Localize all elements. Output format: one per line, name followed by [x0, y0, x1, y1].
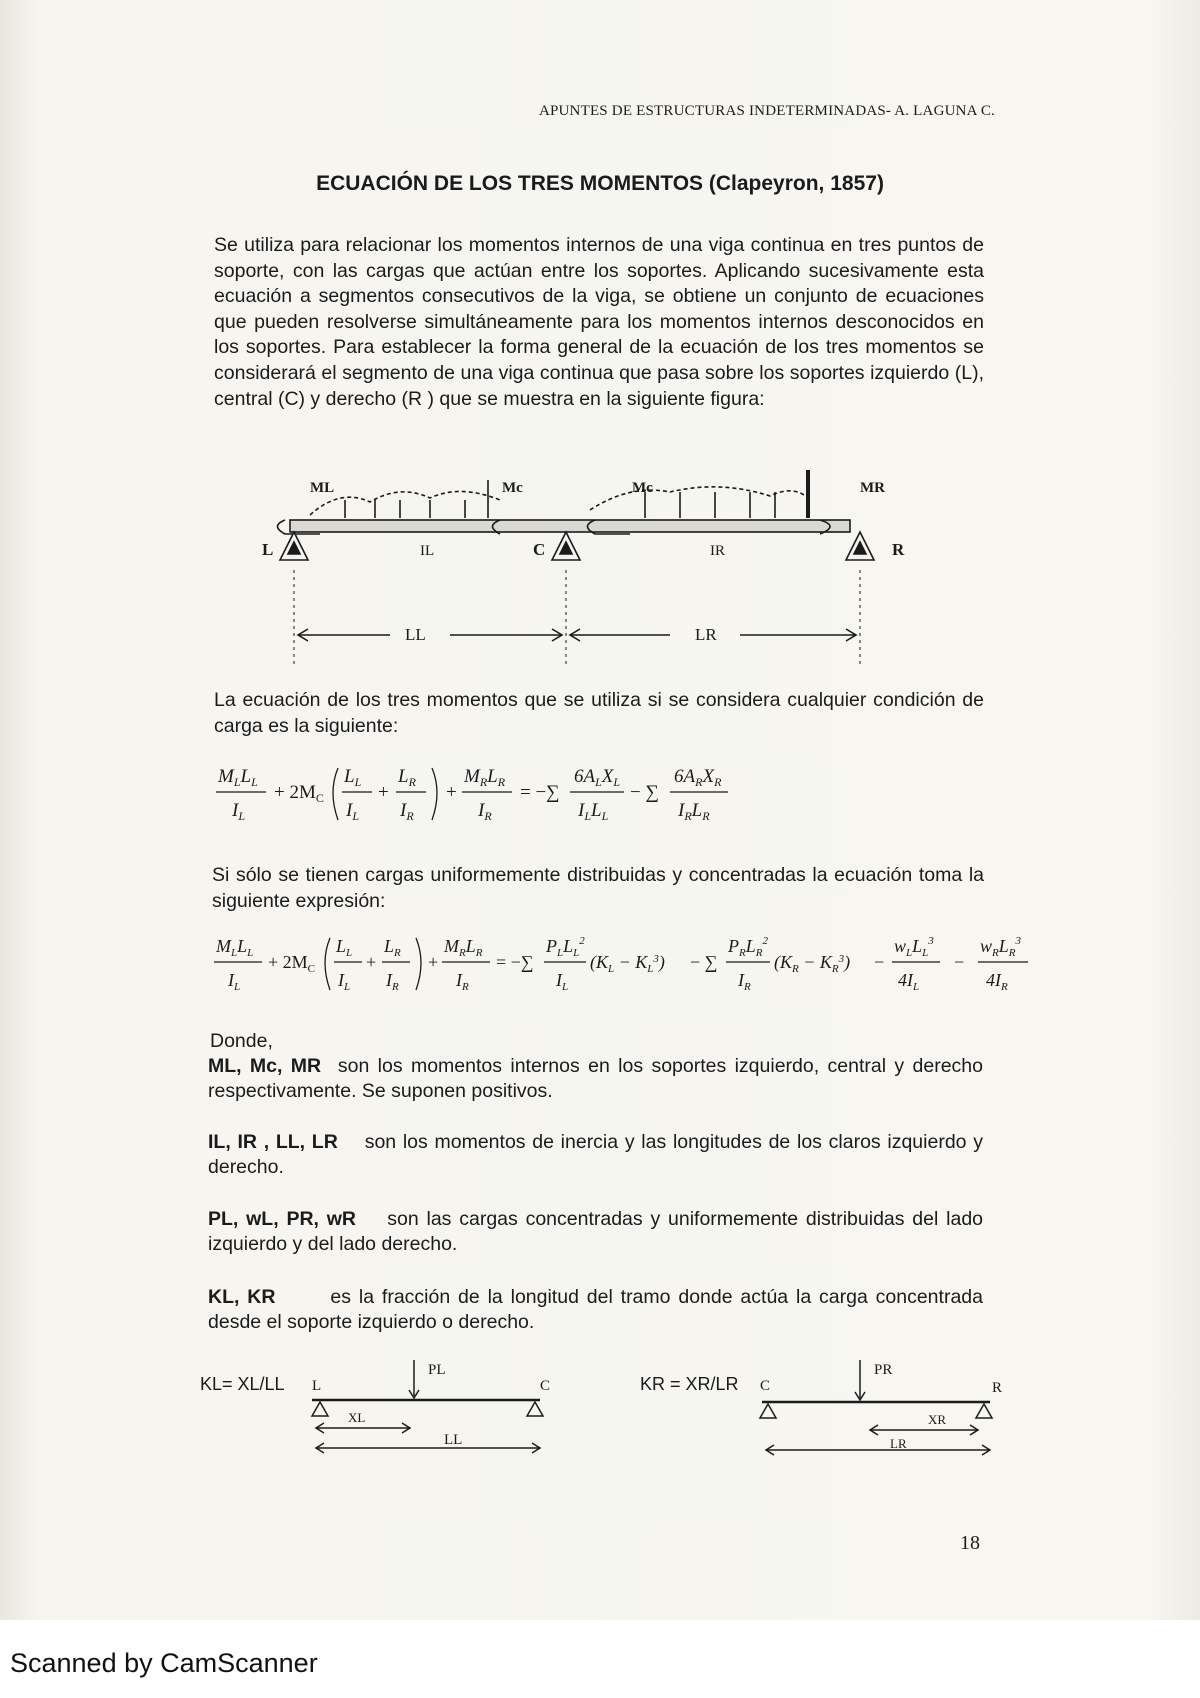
label-pl: PL: [428, 1362, 446, 1378]
label-il: IL: [420, 543, 435, 559]
definition-moments: [208, 1054, 983, 1104]
svg-text:(KR − KR3): $(K_R - K_R^3)$: [774, 952, 851, 975]
svg-text:IL: $I_L$: [338, 970, 351, 993]
svg-text:+: +: [446, 782, 457, 803]
definition-text: es la fracción de la longitud del tramo donde actúa la carga concentrada desde el soporte izquierdo o derecho.: [208, 1286, 983, 1333]
scanner-footer: [0, 1620, 1200, 1698]
svg-text:wLLL3: $w_LL_L^3$: [894, 935, 934, 959]
definition-inertia: [208, 1130, 983, 1180]
svg-text:MLLL: $M_LL_L$: [218, 766, 258, 789]
definition-symbols: ML, Mc, MR: [208, 1055, 322, 1077]
svg-text:4IR: $4I_R$: [986, 970, 1008, 993]
svg-text:IRLR: $I_RL_R$: [678, 800, 710, 823]
svg-text:−: −: [874, 952, 885, 972]
definition-text: son las cargas concentradas y uniformemente distribuidas del lado izquierdo y del lado derecho.: [208, 1208, 984, 1255]
svg-text:4IL: $4I_L$: [898, 970, 920, 993]
svg-text:MLLL: $M_LL_L$: [216, 936, 254, 959]
svg-text:LR: $L_R$: [398, 766, 416, 789]
svg-text:MRLR: $M_RL_R$: [444, 936, 483, 959]
svg-text:wRLR3: $w_RL_R^3$: [980, 935, 1021, 959]
svg-text:IL: $I_L$: [228, 970, 241, 993]
svg-text:IR: $I_R$: [456, 970, 469, 993]
load-curve-left: [310, 491, 500, 515]
label-ll: LL: [405, 625, 426, 644]
definition-text: son los momentos internos en los soportes izquierdo, central y derecho respectivamente. Se suponen positivos.: [208, 1055, 983, 1102]
label-xr: XR: [928, 1412, 947, 1427]
definition-loads: [208, 1207, 983, 1257]
definition-symbols: IL, IR , LL, LR: [208, 1131, 338, 1153]
support-r: [976, 1404, 992, 1418]
svg-text:PLLL2: $P_LL_L^2$: [546, 935, 585, 959]
definition-k: [208, 1285, 983, 1335]
svg-text:ILLL: $I_LL_L$: [578, 800, 609, 823]
svg-text:LL: $L_L$: [344, 766, 362, 789]
label-pr: PR: [874, 1362, 893, 1378]
svg-text:−: −: [954, 952, 965, 972]
label-c: C: [540, 1378, 551, 1394]
page-number: 18: [960, 1532, 980, 1554]
definition-symbols: KL, KR: [208, 1286, 276, 1308]
svg-text:IR: $I_R$: [738, 970, 751, 993]
intro-paragraph: Se utiliza para relacionar los momentos internos de una viga continua en tres puntos de soporte, con las cargas que actúan entre los soportes. Aplicando sucesivamente esta ecuación a segmentos consecutivos de la viga, se obtiene un conjunto de ecuaciones que pueden resolverse simultáneamente para los momentos internos desconocidos en los soportes. Para establecer la forma general de la ecuación de los tres momentos se considerará el segmento de una viga continua que pasa sobre los soportes izquierdo (L), central (C) y derecho (R ) que se muestra en la siguiente figura:: [214, 234, 984, 410]
label-support-r: R: [892, 540, 905, 559]
load-curve-right: [590, 487, 810, 510]
svg-text:− ∑: − ∑: [690, 952, 718, 972]
kr-formula: KR = XR/LR: [640, 1374, 739, 1394]
svg-text:PRLR2: $P_RL_R^2$: [728, 935, 768, 959]
support-l: [312, 1402, 328, 1416]
label-c2: C: [760, 1378, 771, 1394]
label-xl: XL: [348, 1410, 366, 1425]
label-ir: IR: [710, 543, 725, 559]
support-c2: [760, 1404, 776, 1418]
svg-text:IR: $I_R$: [386, 970, 399, 993]
definition-text: son los momentos de inercia y las longitudes de los claros izquierdo y derecho.: [208, 1131, 983, 1178]
svg-text:IL: $I_L$: [556, 970, 569, 993]
page-title: ECUACIÓN DE LOS TRES MOMENTOS (Clapeyron, 1857): [316, 172, 884, 195]
scanner-watermark: Scanned by CamScanner: [10, 1648, 318, 1678]
svg-text:IR: $I_R$: [478, 800, 492, 823]
beam-figure: [250, 470, 905, 685]
label-ml: ML: [310, 480, 335, 496]
label-mc: Mc: [502, 480, 523, 496]
k-figure: [200, 1360, 1020, 1470]
label-support-c: C: [533, 540, 546, 559]
kl-formula: KL= XL/LL: [200, 1374, 285, 1394]
where-label: Donde,: [210, 1030, 273, 1052]
special-equation-intro: Si sólo se tienen cargas uniformemente distribuidas y concentradas la ecuación toma la siguiente expresión:: [212, 864, 984, 912]
svg-text:+ 2MC: + $2M_C$: [268, 952, 315, 975]
svg-text:LR: $L_R$: [384, 936, 401, 959]
support-c: [527, 1402, 543, 1416]
svg-text:+: +: [378, 782, 389, 803]
label-lr: LR: [890, 1436, 907, 1451]
general-equation-intro: La ecuación de los tres momentos que se utiliza si se considera cualquier condición de carga es la siguiente:: [214, 689, 984, 737]
special-equation: [210, 930, 1105, 1002]
label-mc-right: Mc: [632, 480, 653, 496]
svg-text:IL: $I_L$: [346, 800, 360, 823]
svg-text:= −∑: = −∑: [520, 782, 560, 803]
definition-symbols: PL, wL, PR, wR: [208, 1208, 357, 1230]
svg-text:IL: $I_L$: [232, 800, 246, 823]
svg-text:− ∑: − ∑: [630, 782, 660, 803]
label-lr: LR: [695, 625, 717, 644]
svg-text:+: +: [366, 952, 377, 972]
running-header: APUNTES DE ESTRUCTURAS INDETERMINADAS- A. LAGUNA C.: [538, 103, 995, 119]
svg-text:(KL − KL3): $(K_L - K_L^3)$: [590, 952, 665, 975]
svg-text:+ 2MC: + $2M_C$: [274, 782, 324, 805]
beam: [290, 520, 850, 532]
svg-text:MRLR: $M_RL_R$: [464, 766, 506, 789]
label-ll: LL: [444, 1432, 463, 1448]
svg-text:+: +: [428, 952, 439, 972]
svg-text:6ALXL: $6A_LX_L$: [574, 766, 621, 789]
svg-text:= −∑: = −∑: [496, 952, 534, 972]
label-support-l: L: [262, 540, 274, 559]
label-r: R: [992, 1380, 1003, 1396]
label-mr: MR: [860, 480, 885, 496]
svg-text:6ARXR: $6A_RX_R$: [674, 766, 722, 789]
svg-text:IR: $I_R$: [400, 800, 414, 823]
svg-text:LL: $L_L$: [336, 936, 353, 959]
label-l: L: [312, 1378, 322, 1394]
general-equation: [212, 760, 772, 832]
